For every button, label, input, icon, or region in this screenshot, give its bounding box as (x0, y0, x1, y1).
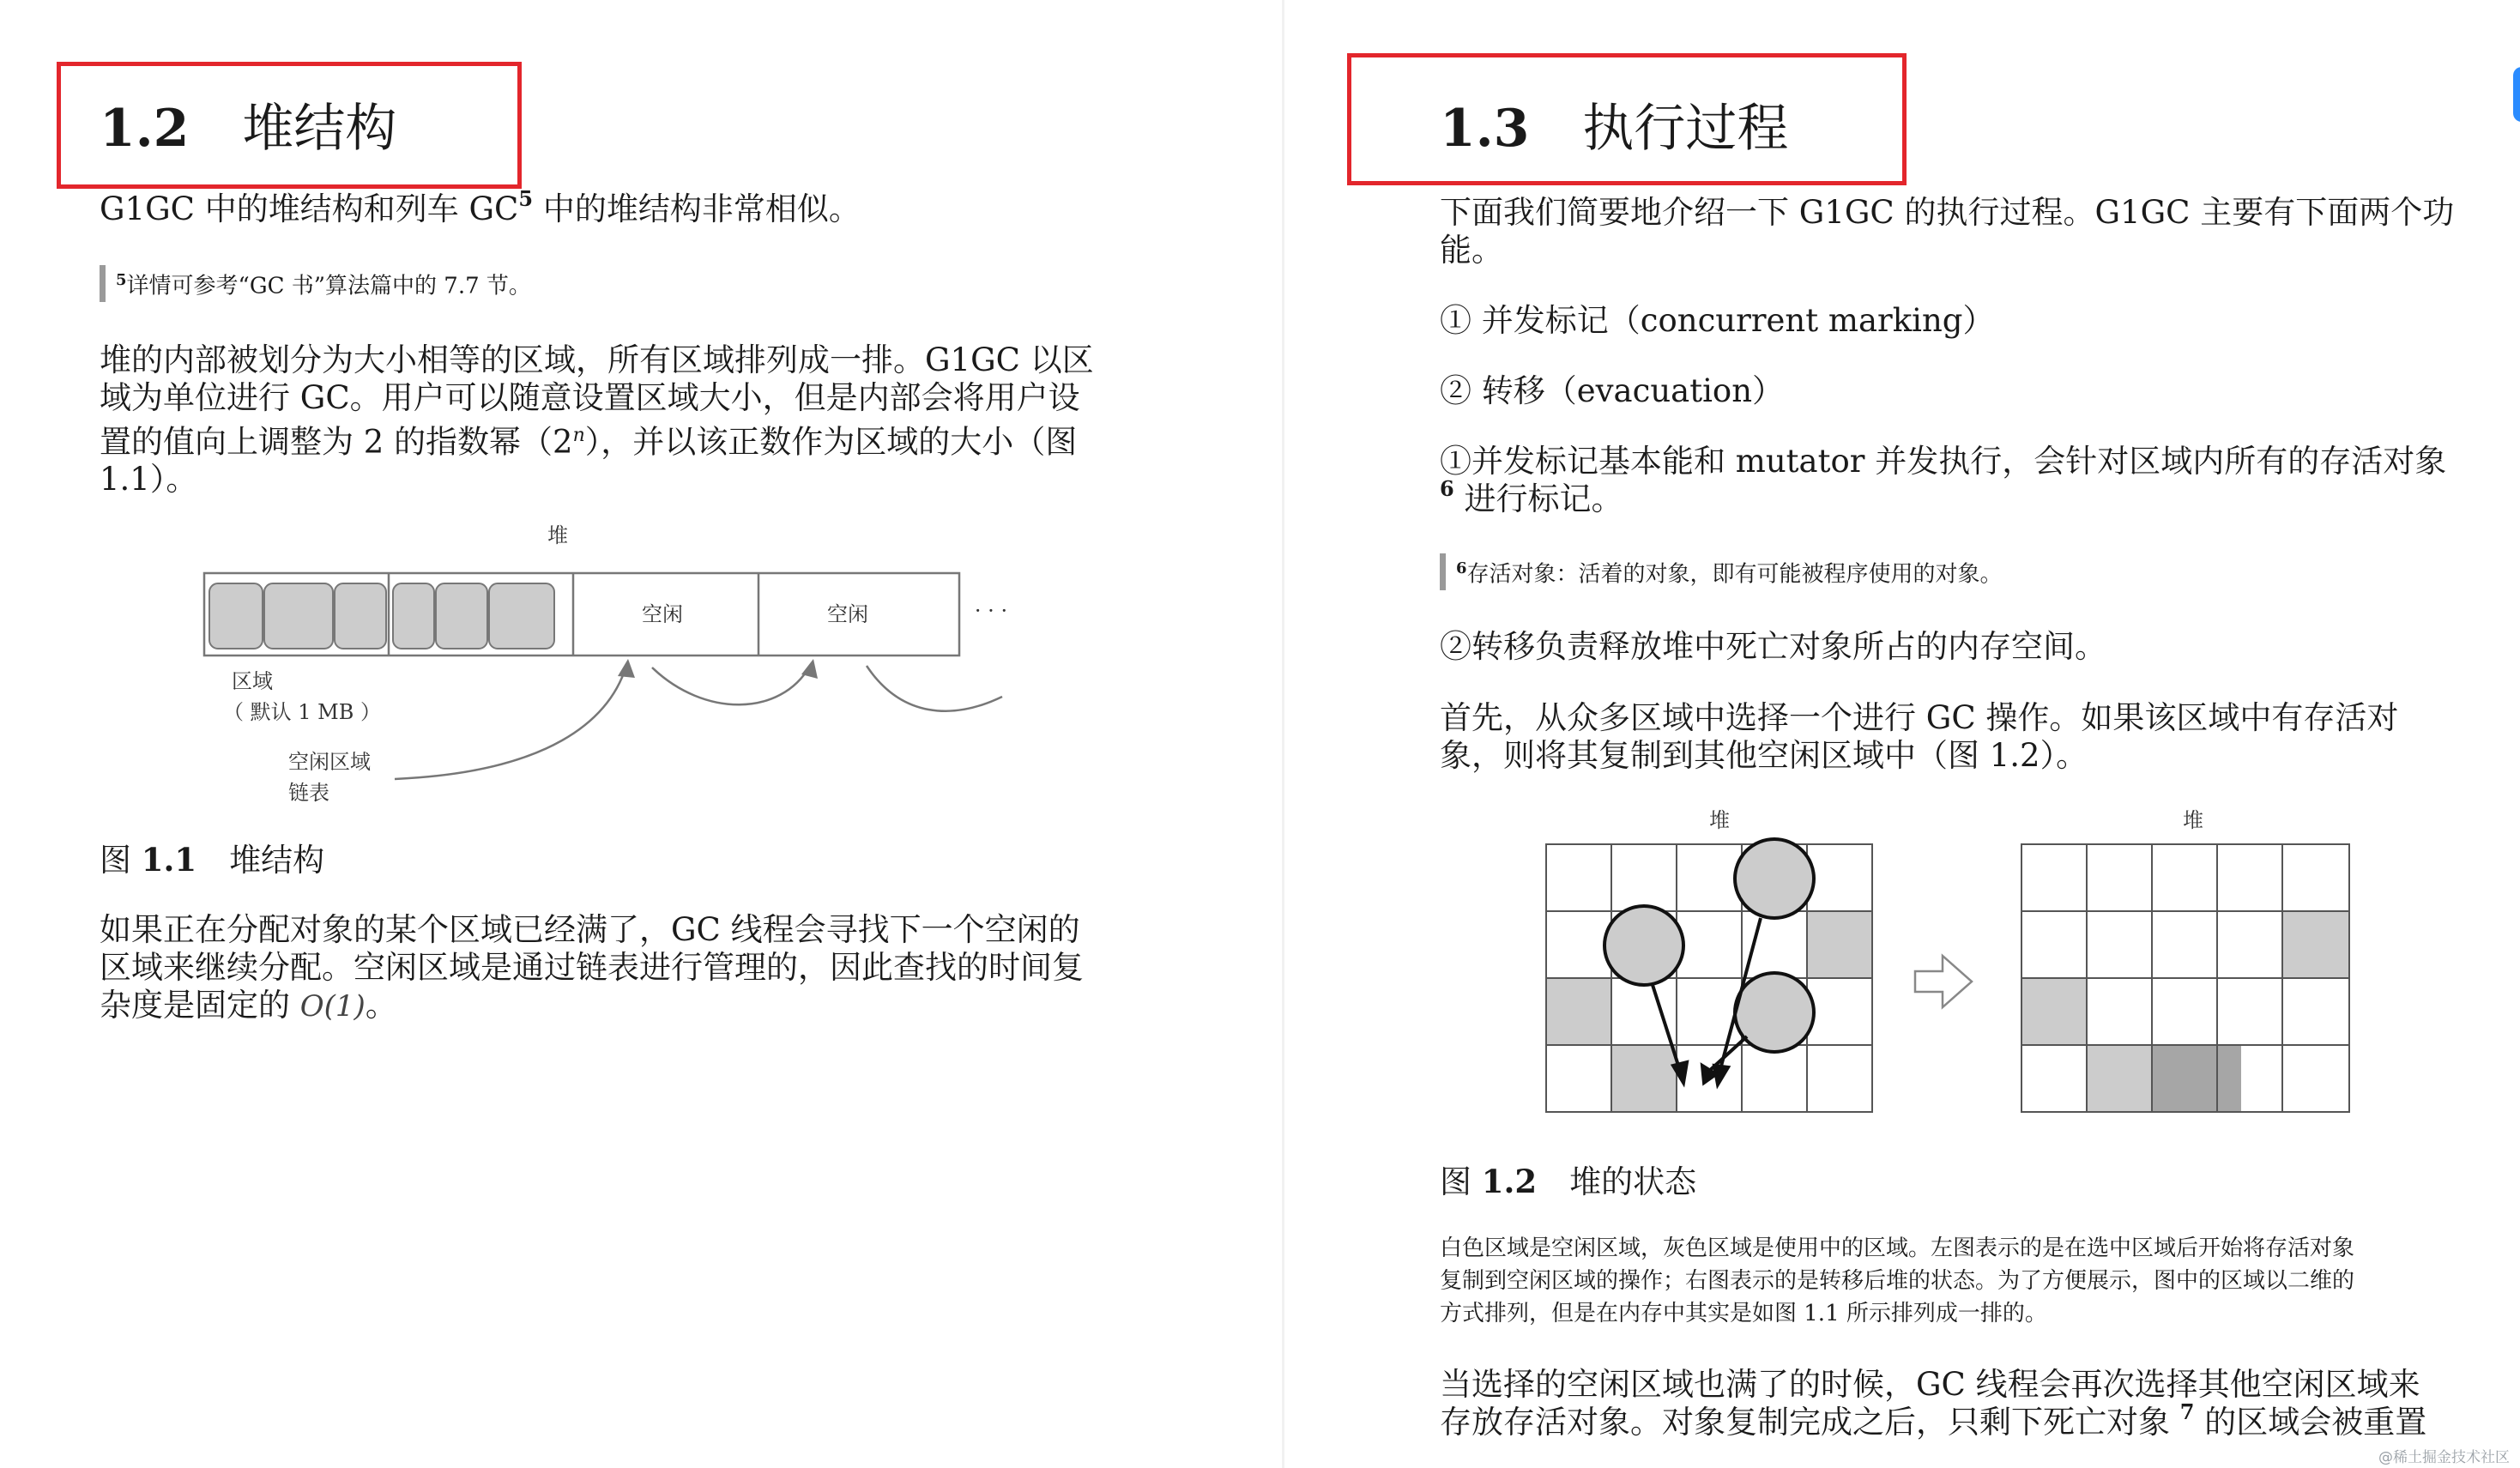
text-line: 当选择的空闲区域也满了的时候，GC 线程会再次选择其他空闲区域来 (1440, 1366, 2420, 1403)
used-object-block (489, 583, 554, 649)
text-fragment: 置的值向上调整为 2 的指数幂（2 (100, 423, 573, 461)
evacuated-region (2152, 1045, 2217, 1112)
section-number: 1.3 (1440, 99, 1530, 159)
right-section-heading (1440, 98, 1788, 160)
free-list-label: 链表 (288, 781, 329, 805)
figure-heap-label-right: 堆 (2183, 808, 2203, 832)
footnote-ref-6[interactable]: 6 (1440, 476, 1454, 501)
free-list-link (652, 666, 810, 704)
figure-1-2-caption (1440, 1163, 1696, 1201)
continuation-dots: · · · (974, 599, 1008, 623)
caption-number: 1.1 (141, 841, 197, 879)
used-region (1546, 978, 1611, 1045)
figure-1-1-caption (100, 841, 324, 879)
footnote-ref-7[interactable]: 7 (2179, 1399, 2195, 1424)
text-line: 能。 (1440, 232, 1503, 269)
left-section-heading (100, 98, 396, 160)
text-line: 域为单位进行 GC。用户可以随意设置区域大小，但是内部会将用户设 (100, 379, 1080, 416)
text-fragment: ），并以该正数作为区域的大小（图 (584, 423, 1078, 461)
used-object-block (209, 583, 263, 649)
page-divider (1282, 0, 1284, 1468)
intro-text-b: 中的堆结构非常相似。 (533, 190, 861, 227)
live-object (1735, 839, 1814, 918)
caption-title: 堆的状态 (1569, 1163, 1697, 1200)
free-list-label: 空闲区域 (288, 750, 371, 774)
list-item-evacuation: ② 转移（evacuation） (1440, 372, 1785, 409)
live-object (1604, 906, 1683, 985)
caption-number: 1.2 (1481, 1163, 1538, 1200)
text-line: 区域来继续分配。空闲区域是通过链表进行管理的，因此查找的时间复 (100, 949, 1084, 986)
used-region (2282, 911, 2349, 978)
caption-prefix: 图 (100, 842, 131, 879)
figure-heap-state (1536, 798, 2377, 1124)
watermark: @稀土掘金技术社区 (2378, 1449, 2510, 1466)
right-paragraph-copy (1440, 699, 2398, 775)
text-line: 象，则将其复制到其他空闲区域中（图 1.2）。 (1440, 737, 2088, 774)
text-line (1440, 1399, 2427, 1441)
used-object-block (264, 583, 333, 649)
text-line: 复制到空闲区域的操作；右图表示的是转移后堆的状态。为了方便展示，图中的区域以二维的 (1440, 1268, 2355, 1294)
text-line: 方式排列，但是在内存中其实是如图 1.1 所示排列成一排的。 (1440, 1301, 2047, 1326)
text-fragment: 进行标记。 (1453, 480, 1623, 517)
region-default-size: （ 默认 1 MB ） (223, 700, 381, 724)
used-region (2087, 1045, 2152, 1112)
arrow-head (618, 659, 635, 678)
big-o-notation: O(1) (299, 989, 366, 1024)
right-paragraph-intro (1440, 194, 2454, 269)
used-region (2021, 978, 2087, 1045)
text-fragment: 存放存活对象。对象复制完成之后，只剩下死亡对象 (1440, 1404, 2180, 1441)
text-line (1440, 476, 2446, 518)
left-paragraph-intro (100, 186, 861, 228)
section-title: 执行过程 (1582, 99, 1789, 159)
used-object-block (393, 583, 434, 649)
text-fragment: 。 (365, 987, 397, 1024)
exponent: n (572, 425, 585, 446)
left-paragraph-regions (100, 341, 1094, 498)
figure-heap-structure (189, 515, 1030, 824)
used-region (1807, 911, 1872, 978)
text-fragment: 杂度是固定的 (100, 987, 300, 1024)
right-paragraph-marking (1440, 443, 2446, 518)
figure-heap-label: 堆 (547, 523, 568, 547)
caption-title: 堆结构 (229, 842, 325, 879)
figure-heap-label-left: 堆 (1709, 808, 1730, 832)
free-region-label: 空闲 (642, 602, 683, 626)
section-number: 1.2 (100, 99, 190, 159)
free-list-pointer (395, 666, 626, 779)
caption-prefix: 图 (1440, 1163, 1472, 1200)
text-line: 首先，从众多区域中选择一个进行 GC 操作。如果该区域中有存活对 (1440, 699, 2399, 736)
section-title: 堆结构 (242, 99, 397, 159)
text-line: 1.1）。 (100, 461, 198, 498)
footnote-text: 存活对象：活着的对象，即有可能被程序使用的对象。 (1466, 561, 2003, 588)
scroll-position-tab[interactable] (2513, 67, 2520, 122)
footnote-marker: 6 (1456, 559, 1467, 577)
figure-1-2-note (1440, 1232, 2354, 1330)
live-object (1735, 973, 1814, 1052)
text-fragment: 的区域会被重置 (2194, 1404, 2427, 1441)
text-line (100, 987, 1084, 1025)
transition-arrow-icon (1915, 956, 1972, 1007)
right-paragraph-reset (1440, 1366, 2426, 1441)
footnote-5 (100, 265, 531, 302)
footnote-marker: 5 (116, 271, 127, 289)
intro-text-a: G1GC 中的堆结构和列车 GC (100, 190, 519, 227)
used-region (1611, 1045, 1677, 1112)
evacuated-region-partial (2217, 1045, 2241, 1112)
footnote-6 (1440, 553, 2003, 590)
used-object-block (436, 583, 487, 649)
text-line: 如果正在分配对象的某个区域已经满了，GC 线程会寻找下一个空闲的 (100, 911, 1080, 948)
footnote-ref-5[interactable]: 5 (518, 186, 534, 211)
used-object-block (335, 583, 386, 649)
free-region-label: 空闲 (827, 602, 868, 626)
footnote-text: 详情可参考“GC 书”算法篇中的 7.7 节。 (126, 273, 531, 299)
text-line: 下面我们简要地介绍一下 G1GC 的执行过程。G1GC 主要有下面两个功 (1440, 194, 2455, 231)
list-item-concurrent-marking: ① 并发标记（concurrent marking） (1440, 302, 1995, 339)
right-paragraph-evacuation: ②转移负责释放堆中死亡对象所占的内存空间。 (1440, 628, 2106, 665)
text-line (100, 417, 1094, 461)
text-line: ①并发标记基本能和 mutator 并发执行，会针对区域内所有的存活对象 (1440, 443, 2447, 480)
free-list-link (867, 666, 1002, 711)
region-label: 区域 (232, 669, 273, 693)
left-paragraph-allocation (100, 911, 1084, 1025)
text-line: 白色区域是空闲区域，灰色区域是使用中的区域。左图表示的是在选中区域后开始将存活对象 (1440, 1235, 2355, 1261)
text-line: 堆的内部被划分为大小相等的区域，所有区域排列成一排。G1GC 以区 (100, 341, 1094, 378)
